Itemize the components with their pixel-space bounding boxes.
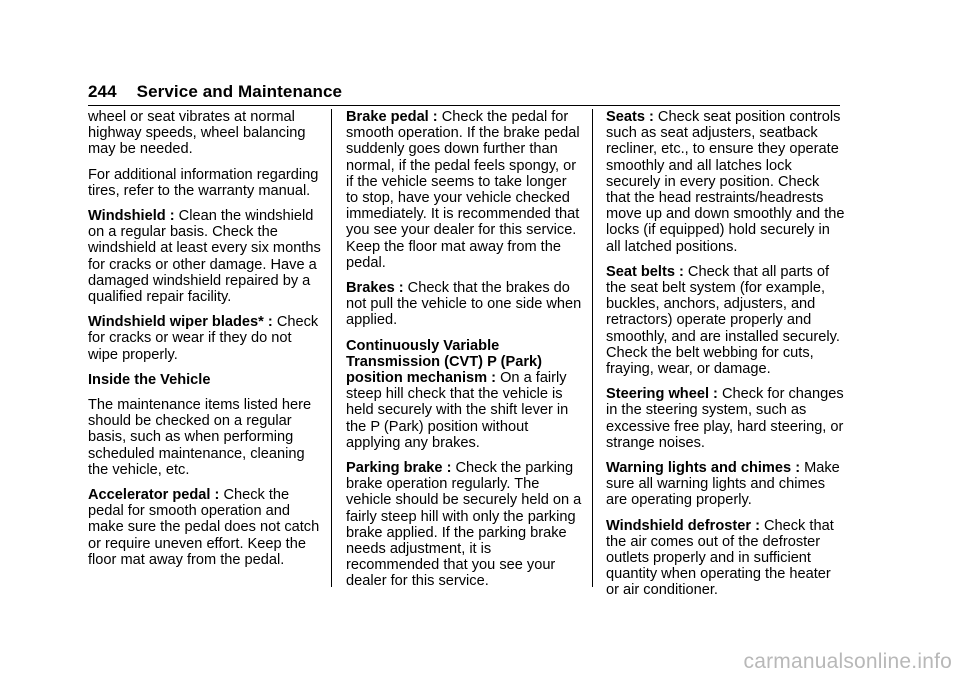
- column-divider-2: [592, 109, 593, 587]
- column-3: [606, 109, 846, 608]
- column-1: [88, 109, 324, 577]
- text-windshield-defroster: Check that the air comes out of the defroster outlets properly and in sufficient quantity when operating the heater or air conditioner.: [606, 517, 834, 599]
- section-title: Service and Maintenance: [136, 82, 343, 101]
- page-header: [88, 82, 342, 102]
- text-brakes: Check that the brakes do not pull the vehicle to one side when applied.: [346, 280, 582, 329]
- term-brakes: Brakes :: [346, 280, 404, 297]
- text-warning-lights: Make sure all warning lights and chimes are operating properly.: [606, 460, 840, 509]
- column-2: [346, 109, 582, 599]
- header-rule: [88, 105, 840, 106]
- term-windshield: Windshield :: [88, 208, 175, 225]
- text-cvt-park: On a fairly steep hill check that the vehicle is held securely with the shift lever in the P (Park) position without applying any brakes.: [346, 370, 569, 451]
- item-brake-pedal: [346, 109, 582, 271]
- text-brake-pedal: Check the pedal for smooth operation. If the brake pedal suddenly goes down further than normal, if the pedal feels spongy, or if the vehicle seems to take longer to stop, have your vehicle checked immediately. It is recommended that you see your dealer for this service. Keep the floor mat away from the pedal.: [346, 109, 580, 271]
- term-warning-lights: Warning lights and chimes :: [606, 460, 801, 477]
- item-cvt-park: [346, 338, 582, 451]
- text-seats: Check seat position controls such as seat adjusters, seatback recliner, etc., to ensure they operate smoothly and all latches lock securely in every position. Check that the head restraints/headrests move up and down smoothly and the locks (if equipped) hold securely in all latched positions.: [606, 109, 845, 255]
- text-seat-belts: Check that all parts of the seat belt system (for example, buckles, anchors, adjusters, and retractors) operate properly and smoothly, and are installed securely. Check the belt webbing for cuts, fraying, wear, or damage.: [606, 263, 840, 378]
- text-steering-wheel: Check for changes in the steering system, such as excessive free play, hard steering, or strange noises.: [606, 386, 844, 451]
- term-seat-belts: Seat belts :: [606, 263, 684, 280]
- term-wiper-blades: Windshield wiper blades* :: [88, 314, 273, 331]
- term-parking-brake: Parking brake :: [346, 460, 452, 477]
- item-steering-wheel: [606, 386, 846, 451]
- page-number: 244: [88, 82, 117, 101]
- item-seat-belts: [606, 264, 846, 377]
- text-accelerator-pedal: Check the pedal for smooth operation and make sure the pedal does not catch or require uneven effort. Keep the floor mat away from the pedal.: [88, 487, 320, 568]
- item-warning-lights: [606, 460, 846, 509]
- term-seats: Seats :: [606, 109, 654, 125]
- item-windshield: [88, 208, 324, 305]
- text-parking-brake: Check the parking brake operation regularly. The vehicle should be securely held on a fairly steep hill with only the parking brake applied. If the parking brake needs adjustment, it is recommended that you see your dealer for this service.: [346, 460, 582, 590]
- paragraph-tires-info: For additional information regarding tires, refer to the warranty manual.: [88, 166, 319, 199]
- paragraph-wheel-balancing: wheel or seat vibrates at normal highway speeds, wheel balancing may be needed.: [88, 109, 306, 158]
- item-wiper-blades: [88, 314, 324, 363]
- term-windshield-defroster: Windshield defroster :: [606, 517, 760, 534]
- item-windshield-defroster: [606, 518, 846, 599]
- column-divider-1: [331, 109, 332, 587]
- text-wiper-blades: Check for cracks or wear if they do not wipe properly.: [88, 314, 319, 363]
- item-parking-brake: [346, 460, 582, 590]
- item-accelerator-pedal: [88, 487, 324, 568]
- item-brakes: [346, 280, 582, 329]
- term-accelerator-pedal: Accelerator pedal :: [88, 487, 220, 504]
- text-windshield: Clean the windshield on a regular basis. Check the windshield at least every six months for cracks or other damage. Have a damaged windshield repaired by a qualified repair facility.: [88, 208, 321, 306]
- term-steering-wheel: Steering wheel :: [606, 386, 718, 403]
- heading-inside-vehicle: Inside the Vehicle: [88, 371, 211, 388]
- paragraph-inside-vehicle: The maintenance items listed here should be checked on a regular basis, such as when performing scheduled maintenance, cleaning the vehicle, etc.: [88, 397, 312, 478]
- term-brake-pedal: Brake pedal :: [346, 109, 438, 125]
- item-seats: [606, 109, 846, 255]
- term-cvt-park: Continuously Variable Transmission (CVT) P (Park) position mechanism :: [346, 337, 542, 387]
- watermark[interactable]: carmanualsonline.info: [743, 650, 952, 673]
